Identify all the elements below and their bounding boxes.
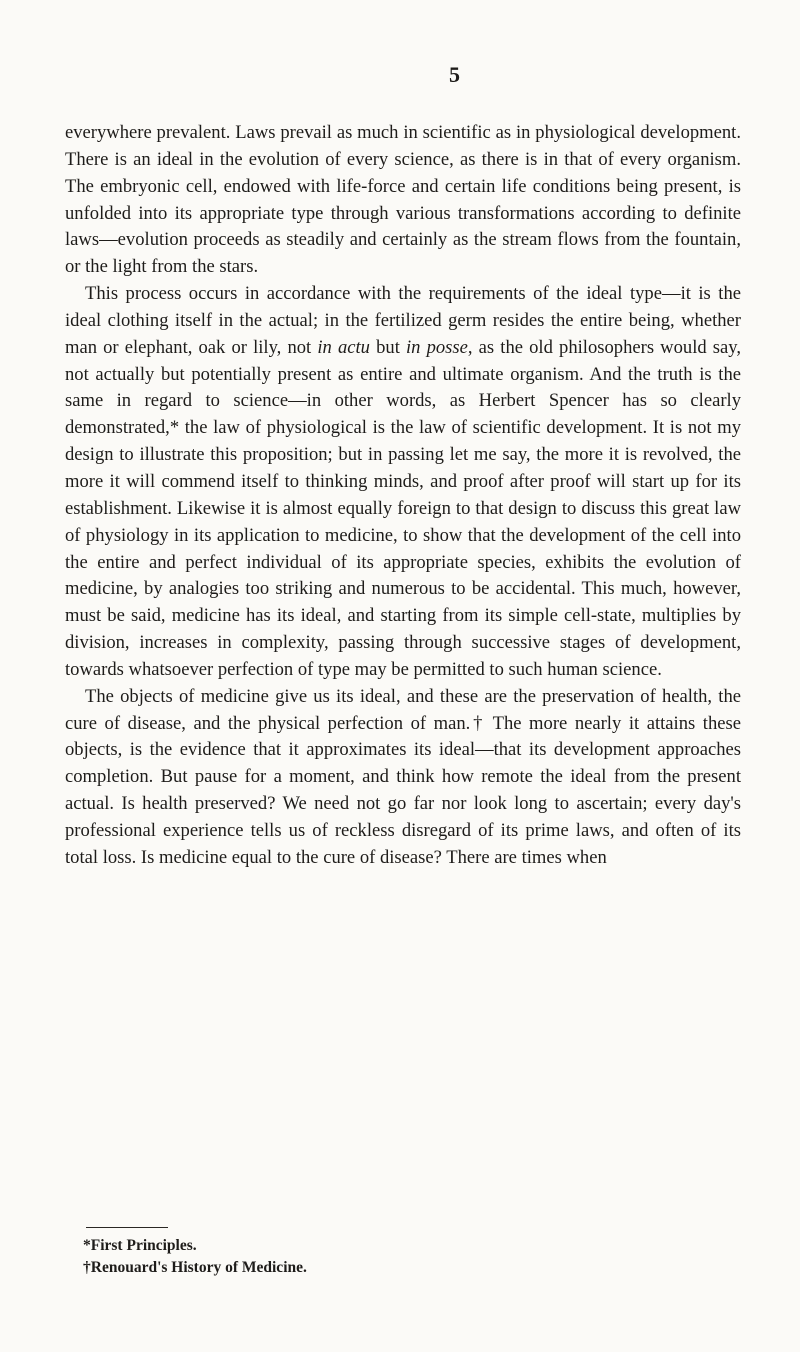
body-text: [65, 120, 741, 872]
footnote-1: *First Principles.: [83, 1237, 197, 1254]
italic-phrase-in-posse: in posse: [405, 336, 468, 358]
footnote-2: †Renouard's History of Medicine.: [83, 1259, 307, 1276]
paragraph-2: [65, 281, 741, 684]
text-run: This process occurs in accordance with the requirements of the ideal type—it is the ideal clothing itself in the actual; in the fertilized germ resides the entire being, whether man or elephant, oak or lily, not: [65, 283, 741, 358]
paragraph-1: [65, 120, 741, 281]
page-number: 5: [449, 62, 460, 87]
text-run: The objects of medicine give us its ideal, and these are the preservation of health, the cure of disease, and the physical perfection of man.† The more nearly it attains these objects, is the evidence that it approximates its ideal—that its development approaches completion. But pause for a moment, and think how remote the ideal from the present actual. Is health preserved? We need not go far nor look long to ascertain; every day's professional experience tells us of reckless disregard of its prime laws, and often of its total loss. Is medicine equal to the cure of disease? There are times when: [65, 685, 741, 868]
paragraph-3: [65, 684, 741, 872]
footnote-divider: [86, 1227, 168, 1228]
footnotes: [83, 1235, 307, 1279]
text-run: everywhere prevalent. Laws prevail as much in scientific as in physiological development. There is an ideal in the evolution of every science, as there is in that of every organism. The embryonic cell, endowed with life-force and certain life conditions being present, is unfolded into its appropriate type through various transformations according to definite laws—evolution proceeds as steadily and certainly as the stream flows from the fountain, or the light from the stars.: [65, 122, 741, 278]
text-run: but: [369, 336, 406, 358]
italic-phrase-in-actu: in actu: [317, 336, 370, 358]
text-run: , as the old philosophers would say, not actually but potentially present as entire and ultimate organism. And the truth is the same in regard to science—in other words, as Herbert Spencer has so clearly demonstrated,* the law of physiological is the law of scientific development. It is not my design to illustrate this proposition; but in passing let me say, the more it is revolved, the more it will commend itself to thinking minds, and proof after proof will start up for its establishment. Likewise it is almost equally foreign to that design to discuss this great law of physiology in its application to medicine, to show that the development of the cell into the entire and perfect individual of its appropriate species, exhibits the evolution of medicine, by analogies too striking and numerous to be accidental. This much, however, must be said, medicine has its ideal, and starting from its simple cell-state, multiplies by division, increases in complexity, passing through successive stages of development, towards whatsoever perfection of type may be permitted to such human science.: [65, 336, 742, 680]
